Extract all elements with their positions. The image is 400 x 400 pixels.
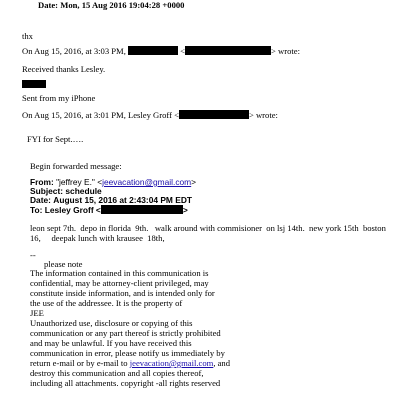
redaction-box bbox=[101, 205, 183, 214]
quote-header-1-suffix: > wrote: bbox=[271, 46, 300, 56]
quote-header-2-prefix: On Aug 15, 2016, at 3:01 PM, Lesley Groff < bbox=[22, 110, 179, 120]
fyi-message: FYI for Sept.…. bbox=[27, 134, 84, 144]
forwarded-from: From: "jeffrey E." <jeevacation@gmail.com> bbox=[30, 177, 197, 187]
redaction-box bbox=[22, 74, 46, 92]
notice-line: destroy this communication and all copies thereof, bbox=[30, 368, 204, 378]
header-date-value: Mon, 15 Aug 2016 19:04:28 +0000 bbox=[60, 0, 185, 10]
quote-header-2 bbox=[22, 110, 278, 120]
notice-email-link[interactable]: jeevacation@gmail.com bbox=[129, 358, 214, 368]
notice-line: communication or any part thereof is strictly prohibited bbox=[30, 328, 221, 338]
received-message: Received thanks Lesley. bbox=[22, 64, 106, 74]
reply-thx: thx bbox=[22, 31, 33, 41]
schedule-line-1: leon sept 7th. depo in florida 9th. walk around with commisioner on lsj 14th. new york 15th boston bbox=[30, 223, 386, 233]
quote-header-1: On Aug 15, 2016, at 3:03 PM, < > wrote: bbox=[22, 46, 300, 56]
header-date bbox=[38, 0, 184, 10]
notice-line: Unauthorized use, disclosure or copying of this bbox=[30, 318, 193, 328]
notice-line: confidential, may be attorney-client privileged, may bbox=[30, 278, 209, 288]
confidentiality-notice bbox=[30, 268, 230, 388]
notice-line: The information contained in this communication is bbox=[30, 268, 209, 278]
forwarded-to: To: Lesley Groff < > bbox=[30, 205, 188, 215]
quote-header-1-prefix: On Aug 15, 2016, at 3:03 PM, bbox=[22, 46, 126, 56]
notice-line: constitute inside information, and is intended only for bbox=[30, 288, 215, 298]
forwarded-subject: Subject: schedule bbox=[30, 186, 102, 196]
notice-line: communication in error, please notify us immediately by bbox=[30, 348, 225, 358]
notice-line: return e-mail or by e-mail to jeevacation@gmail.com, and bbox=[30, 358, 231, 368]
redaction-box bbox=[128, 46, 178, 55]
signature-dashes: -- bbox=[30, 250, 36, 260]
notice-line: including all attachments. copyright -all rights reserved bbox=[30, 378, 221, 388]
quote-header-2-suffix: > wrote: bbox=[248, 110, 278, 120]
forwarded-date: Date: August 15, 2016 at 2:43:04 PM EDT bbox=[30, 195, 192, 205]
begin-forwarded: Begin forwarded message: bbox=[30, 161, 122, 171]
redaction-box bbox=[185, 46, 271, 55]
notice-line: the use of the addressee. It is the property of bbox=[30, 298, 183, 308]
sent-from-signature: Sent from my iPhone bbox=[22, 93, 96, 103]
header-date-label: Date: bbox=[38, 0, 59, 10]
from-email-link[interactable]: jeevacation@gmail.com bbox=[102, 177, 192, 187]
schedule-line-2: 16, deepak lunch with krausee 18th, bbox=[30, 233, 165, 243]
redaction-box bbox=[179, 110, 249, 119]
notice-line: JEE bbox=[30, 308, 44, 318]
notice-line: and may be unlawful. If you have received this bbox=[30, 338, 192, 348]
please-note: please note bbox=[44, 259, 83, 269]
